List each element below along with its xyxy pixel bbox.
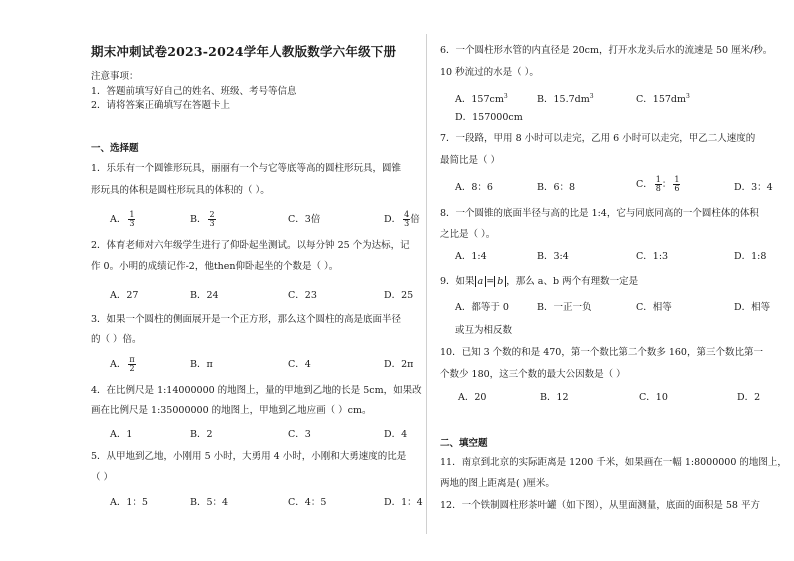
q4-option-a: A．1 xyxy=(110,429,133,440)
q10-line1: 10．已知 3 个数的和是 470，第一个数比第二个数多 160，第三个数比第一 xyxy=(440,347,763,358)
q8-line1: 8．一个圆锥的底面半径与高的比是 1:4，它与同底同高的一个圆柱体的体积 xyxy=(440,208,759,219)
q10-option-d: D．2 xyxy=(737,392,761,403)
q5-option-d: D．1：4 xyxy=(384,497,423,508)
q4-line1: 4．在比例尺是 1:14000000 的地图上，量的甲地到乙地的长是 5cm，如果改 xyxy=(91,385,422,396)
q2-line2: 作 0。小明的成绩记作-2，他then仰卧起坐的个数是（ ）。 xyxy=(91,261,339,272)
q6-option-c: C．$157dm^3$ xyxy=(636,93,690,106)
q7-line2: 最简比是（ ） xyxy=(440,155,501,166)
q6-option-d: D．157000cm xyxy=(455,112,523,123)
q5-option-a: A．1：5 xyxy=(110,497,148,508)
notes-heading: 注意事项： xyxy=(91,71,139,82)
q2-option-a: A．27 xyxy=(110,290,139,301)
q4-option-b: B．2 xyxy=(190,429,213,440)
q1-option-c: C．3倍 xyxy=(288,214,321,225)
q3-option-a: A． $\frac{\pi}{2}$ xyxy=(110,355,135,373)
q3-option-b: B．π xyxy=(190,359,213,370)
q8-option-b: B．3:4 xyxy=(537,251,569,262)
q6-line1: 6．一个圆柱形水管的内直径是 20cm，打开水龙头后水的流速是 50 厘米/秒。 xyxy=(440,45,773,56)
q7-line1: 7．一段路，甲用 8 小时可以走完，乙用 6 小时可以走完，甲乙二人速度的 xyxy=(440,133,756,144)
q2-option-c: C．23 xyxy=(288,290,317,301)
q4-option-c: C．3 xyxy=(288,429,311,440)
notes-item-2: 2．请将答案正确填写在答题卡上 xyxy=(91,100,231,111)
q10-line2: 个数少 180，这三个数的最大公因数是（ ） xyxy=(440,369,626,380)
page-title: 期末冲刺试卷2023-2024学年人教版数学六年级下册 xyxy=(91,44,397,59)
q3-line2: 的（ ）倍。 xyxy=(91,334,142,345)
section-heading-fill: 二、填空题 xyxy=(440,438,488,449)
q2-line1: 2．体育老师对六年级学生进行了仰卧起坐测试。以每分钟 25 个为达标，记 xyxy=(91,240,410,251)
q7-option-b: B．6：8 xyxy=(537,182,576,193)
q1-line2: 形玩具的体积是圆柱形玩具的体积的（ ）。 xyxy=(91,185,270,196)
q5-line1: 5．从甲地到乙地，小刚用 5 小时，大勇用 4 小时，小刚和大勇速度的比是 xyxy=(91,451,407,462)
notes-item-1: 1．答题前填写好自己的姓名、班级、考号等信息 xyxy=(91,86,297,97)
q3-option-d: D．2π xyxy=(384,359,414,370)
q11-line2: 两地的图上距离是( )厘米。 xyxy=(440,478,555,489)
q12-line1: 12．一个铁制圆柱形茶叶罐（如下图），从里面测量，底面的面积是 58 平方 xyxy=(440,500,760,511)
q9-option-d-continued: 或互为相反数 xyxy=(455,325,513,336)
q8-option-a: A．1:4 xyxy=(455,251,487,262)
q7-option-a: A．8：6 xyxy=(455,182,493,193)
q9-option-b: B．一正一负 xyxy=(537,302,592,313)
q6-option-a: A．$157cm^3$ xyxy=(455,93,508,106)
q10-option-a: A．20 xyxy=(458,392,487,403)
q6-line2: 10 秒流过的水是（ ）。 xyxy=(440,67,539,78)
q4-option-d: D．4 xyxy=(384,429,408,440)
q4-line2: 画在比例尺是 1:35000000 的地图上，甲地到乙地应画（ ）cm。 xyxy=(91,405,372,416)
q10-option-b: B．12 xyxy=(540,392,569,403)
q9-stem: 9．如果 a = b ，那么 a、b 两个有理数一定是 xyxy=(440,276,639,287)
q6-option-b: B．$15.7dm^3$ xyxy=(537,93,594,106)
q3-option-c: C．4 xyxy=(288,359,311,370)
q7-option-d: D．3：4 xyxy=(734,182,773,193)
q5-option-b: B．5：4 xyxy=(190,497,229,508)
q8-option-c: C．1:3 xyxy=(636,251,669,262)
q1-option-a: A． $\frac{1}{3}$ xyxy=(110,210,135,228)
column-divider xyxy=(426,34,427,534)
q2-option-b: B．24 xyxy=(190,290,219,301)
q5-option-c: C．4：5 xyxy=(288,497,327,508)
q2-option-d: D．25 xyxy=(384,290,414,301)
q10-option-c: C．10 xyxy=(639,392,668,403)
q9-option-a: A．都等于 0 xyxy=(455,302,509,313)
q11-line1: 11．南京到北京的实际距离是 1200 千米，如果画在一幅 1:8000000 的地图上， xyxy=(440,457,787,468)
q3-line1: 3．如果一个圆柱的侧面展开是一个正方形，那么这个圆柱的高是底面半径 xyxy=(91,314,402,325)
q9-option-d: D．相等 xyxy=(734,302,771,313)
q9-option-c: C．相等 xyxy=(636,302,672,313)
q5-line2: （ ） xyxy=(91,472,114,483)
q1-option-b: B． $\frac{2}{3}$ xyxy=(190,210,215,228)
section-heading-choice: 一、选择题 xyxy=(91,143,139,154)
q8-option-d: D．1:8 xyxy=(734,251,767,262)
q1-option-d: D． $\frac{4}{3}$ 倍 xyxy=(384,210,420,228)
q7-option-c: C． $\frac{1}{8}$ ： $\frac{1}{6}$ xyxy=(636,175,680,193)
q8-line2: 之比是（ ）。 xyxy=(440,229,496,240)
q1-line1: 1．乐乐有一个圆锥形玩具，丽丽有一个与它等底等高的圆柱形玩具，圆锥 xyxy=(91,163,402,174)
